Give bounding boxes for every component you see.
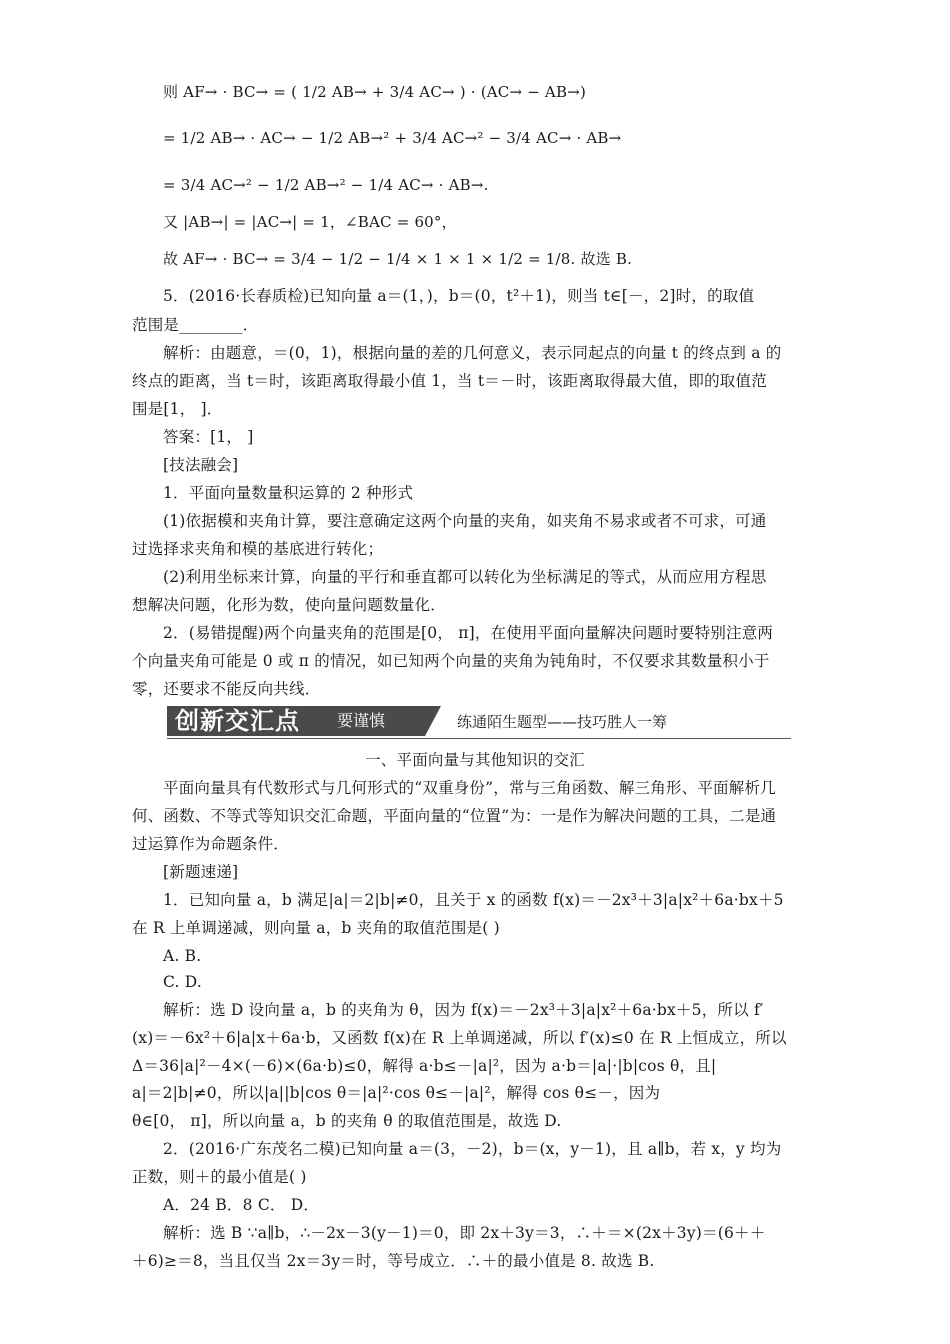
banner-rule <box>167 738 791 739</box>
problem-5-analysis-2: 终点的距离，当 t＝时，该距离取得最小值 1，当 t＝－时，该距离取得最大值，即的取值范 <box>132 372 767 390</box>
section-banner <box>167 706 791 740</box>
question-2-options: A．24 B．8 C． D． <box>163 1196 320 1214</box>
problem-5-line-2: 范围是________． <box>132 316 259 334</box>
question-1-line-2: 在 R 上单调递减，则向量 a，b 夹角的取值范围是( ) <box>132 919 500 937</box>
new-problems-heading: [新题速递] <box>163 863 239 881</box>
solution-line-3: = 3/4 AC→² − 1/2 AB→² − 1/4 AC→ · AB→. <box>163 176 489 194</box>
solution-line-5: 故 AF→ · BC→ = 3/4 − 1/2 − 1/4 × 1 × 1 × 1/2 = 1/8. 故选 B. <box>163 250 633 268</box>
question-1-analysis-4: a|＝2|b|≠0，所以|a||b|cos θ＝|a|²·cos θ≤－|a|²，解得 cos θ≤－，因为 <box>132 1084 661 1102</box>
question-1-analysis-1: 解析：选 D 设向量 a，b 的夹角为 θ，因为 f(x)＝－2x³＋3|a|x²＋6a·bx＋5，所以 f′ <box>163 1001 764 1019</box>
section-intro-2: 何、函数、不等式等知识交汇命题，平面向量的“位置”为：一是作为解决问题的工具，二是通 <box>132 807 777 825</box>
question-1-options-cd: C. D. <box>163 973 202 991</box>
banner-subtitle: 要谨慎 <box>337 711 386 730</box>
technique-item-1b-line-1: (2)利用坐标来计算，向量的平行和垂直都可以转化为坐标满足的等式，从而应用方程思 <box>163 568 767 586</box>
problem-5-answer: 答案：[1， ] <box>163 428 254 446</box>
problem-5-analysis-1: 解析：由题意，＝(0，1)，根据向量的差的几何意义，表示同起点的向量 t 的终点到 a 的 <box>163 344 782 362</box>
solution-line-4: 又 |AB→| = |AC→| = 1，∠BAC = 60°， <box>163 213 457 231</box>
question-1-analysis-2: (x)＝－6x²＋6|a|x＋6a·b，又函数 f(x)在 R 上单调递减，所以 f′(x)≤0 在 R 上恒成立，所以 <box>132 1029 787 1047</box>
question-1-line-1: 1．已知向量 a，b 满足|a|＝2|b|≠0，且关于 x 的函数 f(x)＝－2x³＋3|a|x²＋6a·bx＋5 <box>163 891 784 909</box>
problem-5-line-1: 5．(2016·长春质检)已知向量 a＝(1，)，b＝(0，t²＋1)，则当 t∈[－，2]时，的取值 <box>163 287 755 305</box>
technique-item-1b-line-2: 想解决问题，化形为数，使向量问题数量化． <box>132 596 447 614</box>
section-title: 一、平面向量与其他知识的交汇 <box>365 751 585 769</box>
question-1-options-ab: A. B. <box>163 947 202 965</box>
question-2-analysis-1: 解析：选 B ∵a∥b，∴－2x－3(y－1)＝0，即 2x＋3y＝3，∴＋＝×(2x＋3y)＝(6＋＋ <box>163 1224 766 1242</box>
banner-title: 创新交汇点 <box>175 707 300 735</box>
technique-item-1: 1．平面向量数量积运算的 2 种形式 <box>163 484 414 502</box>
banner-slant <box>425 706 441 736</box>
technique-item-2-line-1: 2．(易错提醒)两个向量夹角的范围是[0， π]，在使用平面向量解决问题时要特别注意两 <box>163 624 774 642</box>
technique-item-1a-line-2: 过选择求夹角和模的基底进行转化； <box>132 540 384 558</box>
question-2-line-1: 2．(2016·广东茂名二模)已知向量 a＝(3，－2)，b＝(x，y－1)，且 a∥b，若 x，y 均为 <box>163 1140 782 1158</box>
solution-line-1: 则 AF→ · BC→ = ( 1/2 AB→ + 3/4 AC→ ) · (AC→ − AB→) <box>163 83 587 101</box>
technique-item-2-line-2: 个向量夹角可能是 0 或 π 的情况，如已知两个向量的夹角为钝角时，不仅要求其数量积小于 <box>132 652 770 670</box>
problem-5-analysis-3: 围是[1， ]． <box>132 400 223 418</box>
question-1-analysis-5: θ∈[0， π]，所以向量 a，b 的夹角 θ 的取值范围是，故选 D. <box>132 1112 562 1130</box>
banner-motto: 练通陌生题型——技巧胜人一筹 <box>457 713 668 731</box>
section-intro-3: 过运算作为命题条件． <box>132 835 290 853</box>
question-1-analysis-3: Δ＝36|a|²－4×(－6)×(6a·b)≤0，解得 a·b≤－|a|²，因为 a·b＝|a|·|b|cos θ，且| <box>132 1057 717 1075</box>
solution-line-2: = 1/2 AB→ · AC→ − 1/2 AB→² + 3/4 AC→² − 3/4 AC→ · AB→ <box>163 129 622 147</box>
technique-item-1a-line-1: (1)依据模和夹角计算，要注意确定这两个向量的夹角，如夹角不易求或者不可求，可通 <box>163 512 767 530</box>
techniques-heading: [技法融会] <box>163 456 239 474</box>
technique-item-2-line-3: 零，还要求不能反向共线． <box>132 680 321 698</box>
question-2-analysis-2: ＋6)≥＝8，当且仅当 2x＝3y＝时，等号成立．∴＋的最小值是 8. 故选 B. <box>132 1252 655 1270</box>
section-intro-1: 平面向量具有代数形式与几何形式的“双重身份”，常与三角函数、解三角形、平面解析几 <box>163 779 776 797</box>
question-2-line-2: 正数，则＋的最小值是( ) <box>132 1168 307 1186</box>
